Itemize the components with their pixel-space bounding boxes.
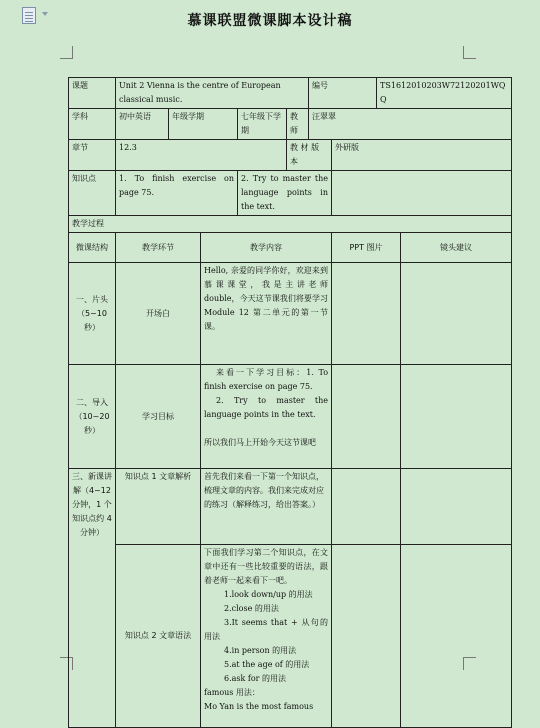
step-cell: 知识点 1 文章解析	[116, 469, 201, 545]
header-structure: 微课结构	[69, 233, 116, 263]
chapter-label: 章节	[69, 140, 116, 171]
content-cell[interactable]	[201, 365, 332, 469]
camera-cell[interactable]	[401, 365, 512, 469]
textbook-label: 教 材 版 本	[287, 140, 332, 171]
code-label: 编号	[309, 78, 377, 109]
page-title: 慕课联盟微课脚本设计稿	[187, 13, 353, 29]
content-line: 1.look down/up 的用法	[224, 590, 313, 599]
subject-label: 学科	[69, 109, 116, 140]
content-line	[204, 422, 328, 436]
knowledge-point-1[interactable]: 1. To finish exercise on page 75.	[116, 171, 238, 216]
content-line: 2.close 的用法	[224, 604, 279, 613]
content-line: famous 用法：	[204, 688, 260, 697]
teacher-label: 教师	[287, 109, 309, 140]
knowledge-point-empty[interactable]	[332, 171, 512, 216]
process-label: 教学过程	[69, 216, 512, 233]
ppt-cell[interactable]	[332, 263, 401, 365]
step-cell: 学习目标	[116, 365, 201, 469]
header-camera: 镜头建议	[401, 233, 512, 263]
topic-label: 课题	[69, 78, 116, 109]
header-content: 教学内容	[201, 233, 332, 263]
content-line: Mo Yan is the most famous	[204, 702, 314, 711]
content-line: 6.ask for 的用法	[224, 674, 287, 683]
content-line: 来看一下学习目标：1. To finish exercise on page 75.	[204, 368, 329, 391]
content-cell[interactable]	[201, 545, 332, 728]
camera-cell[interactable]	[401, 545, 512, 728]
content-cell[interactable]: 首先我们来看一下第一个知识点，梳理文章的内容。我们来完成对应的练习（解释练习，给出答案。）	[201, 469, 332, 545]
camera-cell[interactable]	[401, 469, 512, 545]
teacher-value[interactable]: 汪翠翠	[309, 109, 512, 140]
structure-cell: 一、片头（5~10 秒）	[69, 263, 116, 365]
stage-value[interactable]: 七年级下学期	[238, 109, 287, 140]
content-line: 所以我们马上开始今天这节课吧	[204, 438, 316, 447]
knowledge-point-2[interactable]: 2. Try to master the language points in the text.	[238, 171, 332, 216]
code-value[interactable]: TS1612010203W72120201WQQ	[377, 78, 512, 109]
step-cell: 开场白	[116, 263, 201, 365]
camera-cell[interactable]	[401, 263, 512, 365]
ppt-cell[interactable]	[332, 469, 401, 545]
crop-mark-top-left	[60, 46, 73, 59]
header-ppt: PPT 图片	[332, 233, 401, 263]
structure-cell: 三、新课讲解（4~12 分钟，1 个知识点约 4 分钟）	[69, 469, 116, 728]
script-design-table	[68, 77, 512, 728]
ppt-cell[interactable]	[332, 545, 401, 728]
content-line: 5.at the age of 的用法	[224, 660, 310, 669]
stage-label: 年级学期	[169, 109, 238, 140]
content-line: 下面我们学习第二个知识点，在文章中还有一些比较重要的语法，跟着老师一起来看下一吧。	[204, 548, 329, 585]
content-cell[interactable]: Hello, 亲爱的同学你好，欢迎来到慕课课堂，我是主讲老师 double，今天这节课我们将要学习 Module 12 第二单元的第一节课。	[201, 263, 332, 365]
content-line: 2. Try to master the language points in the text.	[204, 396, 329, 419]
content-line: 3.It seems that + 从句的用法	[204, 618, 329, 641]
content-line: 4.in person 的用法	[224, 646, 297, 655]
crop-mark-top-right	[463, 46, 476, 59]
step-cell: 知识点 2 文章语法	[116, 545, 201, 728]
points-label: 知识点	[69, 171, 116, 216]
header-step: 教学环节	[116, 233, 201, 263]
textbook-value[interactable]: 外研版	[332, 140, 512, 171]
structure-cell: 二、导入（10~20 秒）	[69, 365, 116, 469]
subject-value[interactable]: 初中英语	[116, 109, 169, 140]
chapter-value[interactable]: 12.3	[116, 140, 287, 171]
topic-value[interactable]: Unit 2 Vienna is the centre of European classical music.	[116, 78, 309, 109]
ppt-cell[interactable]	[332, 365, 401, 469]
